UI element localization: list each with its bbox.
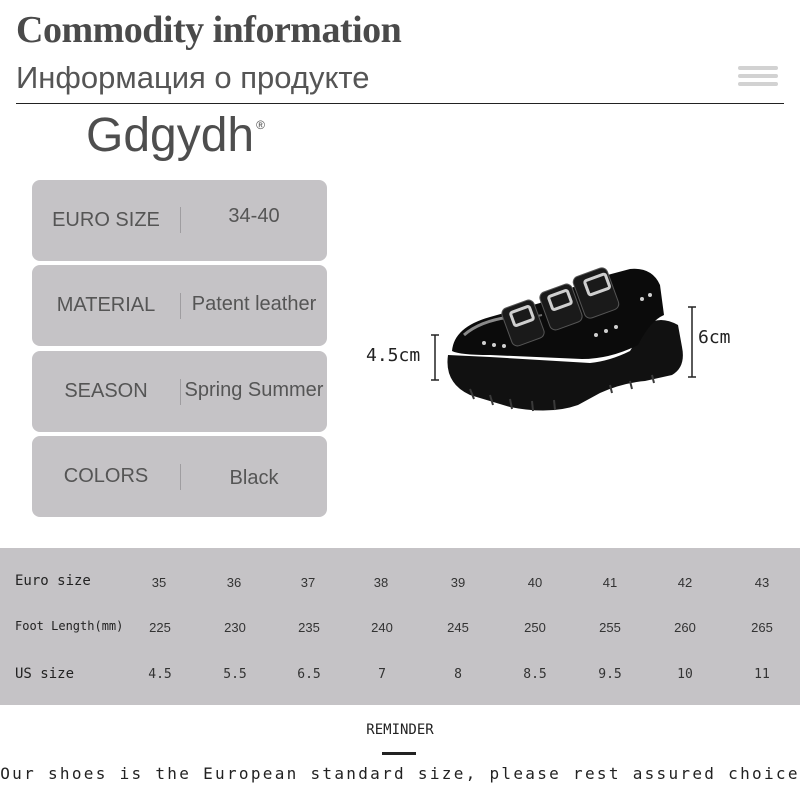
spec-card-material [32,265,327,346]
table-cell: 42 [677,575,693,590]
brand-name: Gdgydh [86,109,255,162]
table-cell: 250 [524,620,546,635]
registered-mark: ® [256,118,265,132]
table-cell: 8 [454,667,462,682]
table-cell: 230 [224,620,246,635]
spec-card-euro-size [32,180,327,261]
product-image [360,255,740,430]
table-cell: 7 [378,667,386,682]
heel-height-label: 6cm [698,327,731,348]
table-cell: 255 [599,620,621,635]
spec-value: Spring Summer [184,379,324,401]
page-title-en: Commodity information [16,9,402,51]
table-cell: 6.5 [297,667,321,682]
table-cell: 8.5 [523,667,547,682]
table-cell: 43 [754,575,770,590]
spec-key: MATERIAL [56,294,156,316]
row-label-euro-size: Euro size [15,573,91,589]
table-cell: 225 [149,620,171,635]
spec-key: EURO SIZE [52,209,160,231]
table-cell: 38 [373,575,389,590]
reminder-rule [382,752,416,755]
table-cell: 41 [602,575,618,590]
table-cell: 35 [151,575,167,590]
table-cell: 265 [751,620,773,635]
brand-logo [86,108,265,163]
page-title-ru: Информация о продукте [16,60,370,95]
spec-card-season [32,351,327,432]
table-cell: 9.5 [598,667,622,682]
table-cell: 235 [298,620,320,635]
table-cell: 40 [527,575,543,590]
table-cell: 37 [300,575,316,590]
table-cell: 11 [754,667,770,682]
table-cell: 245 [447,620,469,635]
spec-key: COLORS [63,465,149,487]
table-cell: 260 [674,620,696,635]
table-cell: 240 [371,620,393,635]
size-chart-table [0,548,800,705]
spec-value: 34-40 [228,205,280,227]
table-cell: 4.5 [148,667,172,682]
row-label-foot-length: Foot Length(mm) [15,619,124,633]
table-cell: 10 [677,667,693,682]
header-rule [16,103,784,104]
spec-card-colors [32,436,327,517]
row-label-us-size: US size [15,666,75,682]
table-cell: 36 [226,575,242,590]
reminder-text: Our shoes is the European standard size, please rest assured choice [0,764,800,783]
table-cell: 5.5 [223,667,247,682]
front-height-label: 4.5cm [366,345,421,366]
table-cell: 39 [450,575,466,590]
hamburger-menu-icon[interactable] [738,66,778,90]
spec-key: SEASON [64,380,148,402]
spec-value: Black [229,467,279,489]
reminder-title: REMINDER [366,722,434,738]
spec-value: Patent leather [191,293,317,315]
